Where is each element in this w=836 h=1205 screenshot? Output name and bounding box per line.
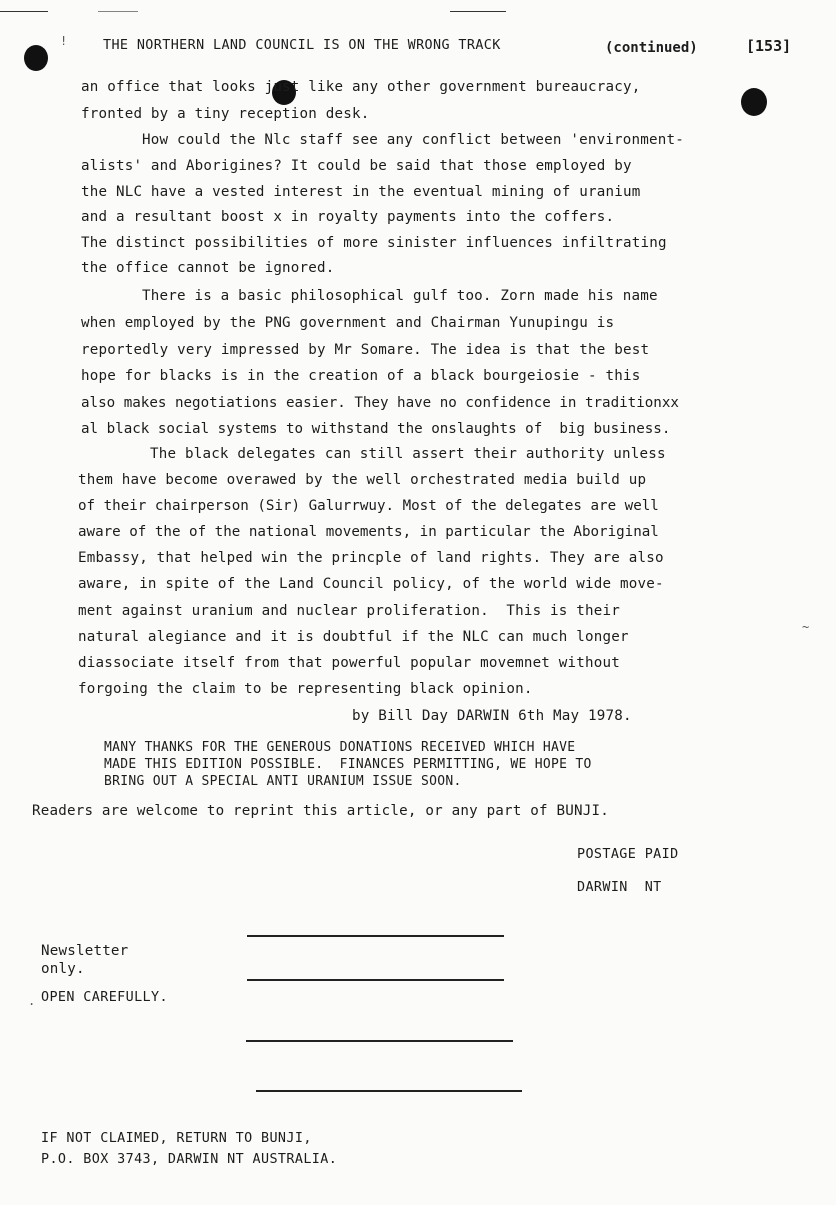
article-line: natural alegiance and it is doubtful if the NLC can much longer xyxy=(78,629,629,645)
return-address-line: P.O. BOX 3743, DARWIN NT AUSTRALIA. xyxy=(41,1152,338,1167)
article-line: an office that looks just like any other government bureaucracy, xyxy=(81,79,641,95)
notice-line: BRING OUT A SPECIAL ANTI URANIUM ISSUE SOON. xyxy=(104,774,462,789)
article-line: also makes negotiations easier. They have no confidence in traditionxx xyxy=(81,395,679,411)
return-address-line: IF NOT CLAIMED, RETURN TO BUNJI, xyxy=(41,1131,312,1146)
article-line: and a resultant boost x in royalty payments into the coffers. xyxy=(81,209,615,225)
margin-speck-right: ~ xyxy=(802,620,810,634)
margin-speck-left: ! xyxy=(60,34,68,48)
article-line: reportedly very impressed by Mr Somare. The idea is that the best xyxy=(81,342,650,358)
postage-paid-label: POSTAGE PAID xyxy=(577,847,679,862)
page-number: [153] xyxy=(746,37,792,55)
reprint-notice: Readers are welcome to reprint this article, or any part of BUNJI. xyxy=(32,803,609,819)
top-edge-mark-mid xyxy=(98,11,138,12)
notice-line: MANY THANKS FOR THE GENEROUS DONATIONS RECEIVED WHICH HAVE xyxy=(104,740,576,755)
article-line: aware of the of the national movements, in particular the Aboriginal xyxy=(78,524,659,540)
article-title: THE NORTHERN LAND COUNCIL IS ON THE WRONG TRACK xyxy=(103,38,501,53)
article-line: The distinct possibilities of more sinister influences infiltrating xyxy=(81,235,667,251)
article-line: How could the Nlc staff see any conflict between 'environment- xyxy=(142,132,684,148)
newsletter-label: Newsletter xyxy=(41,943,129,959)
article-line: The black delegates can still assert their authority unless xyxy=(150,446,666,462)
article-line: al black social systems to withstand the onslaughts of big business. xyxy=(81,421,671,437)
byline: by Bill Day DARWIN 6th May 1978. xyxy=(352,708,632,724)
top-edge-mark-right xyxy=(450,11,506,12)
article-line: fronted by a tiny reception desk. xyxy=(81,106,370,122)
top-edge-mark-left xyxy=(0,11,48,12)
continued-label: (continued) xyxy=(605,40,698,56)
article-line: hope for blacks is in the creation of a black bourgeiosie - this xyxy=(81,368,641,384)
address-line-4 xyxy=(256,1090,522,1092)
article-line: alists' and Aborigines? It could be said that those employed by xyxy=(81,158,632,174)
punch-hole-left xyxy=(24,45,48,71)
article-line: diassociate itself from that powerful popular movemnet without xyxy=(78,655,620,671)
article-line: the NLC have a vested interest in the eventual mining of uranium xyxy=(81,184,641,200)
address-line-1 xyxy=(247,935,504,937)
notice-line: MADE THIS EDITION POSSIBLE. FINANCES PERMITTING, WE HOPE TO xyxy=(104,757,592,772)
article-line: of their chairperson (Sir) Galurrwuy. Most of the delegates are well xyxy=(78,498,659,514)
address-line-2 xyxy=(247,979,504,981)
margin-speck-bullet: . xyxy=(28,994,36,1008)
article-line: when employed by the PNG government and Chairman Yunupingu is xyxy=(81,315,615,331)
article-line: aware, in spite of the Land Council policy, of the world wide move- xyxy=(78,576,664,592)
newsletter-only-label: only. xyxy=(41,961,85,977)
address-line-3 xyxy=(246,1040,513,1042)
article-line: There is a basic philosophical gulf too. Zorn made his name xyxy=(142,288,658,304)
punch-hole-right xyxy=(741,88,767,116)
open-carefully-label: OPEN CAREFULLY. xyxy=(41,990,168,1005)
postage-location-label: DARWIN NT xyxy=(577,880,662,895)
article-line: ment against uranium and nuclear proliferation. This is their xyxy=(78,603,620,619)
article-line: the office cannot be ignored. xyxy=(81,260,335,276)
article-line: forgoing the claim to be representing black opinion. xyxy=(78,681,533,697)
article-line: them have become overawed by the well orchestrated media build up xyxy=(78,472,647,488)
article-line: Embassy, that helped win the princple of land rights. They are also xyxy=(78,550,664,566)
